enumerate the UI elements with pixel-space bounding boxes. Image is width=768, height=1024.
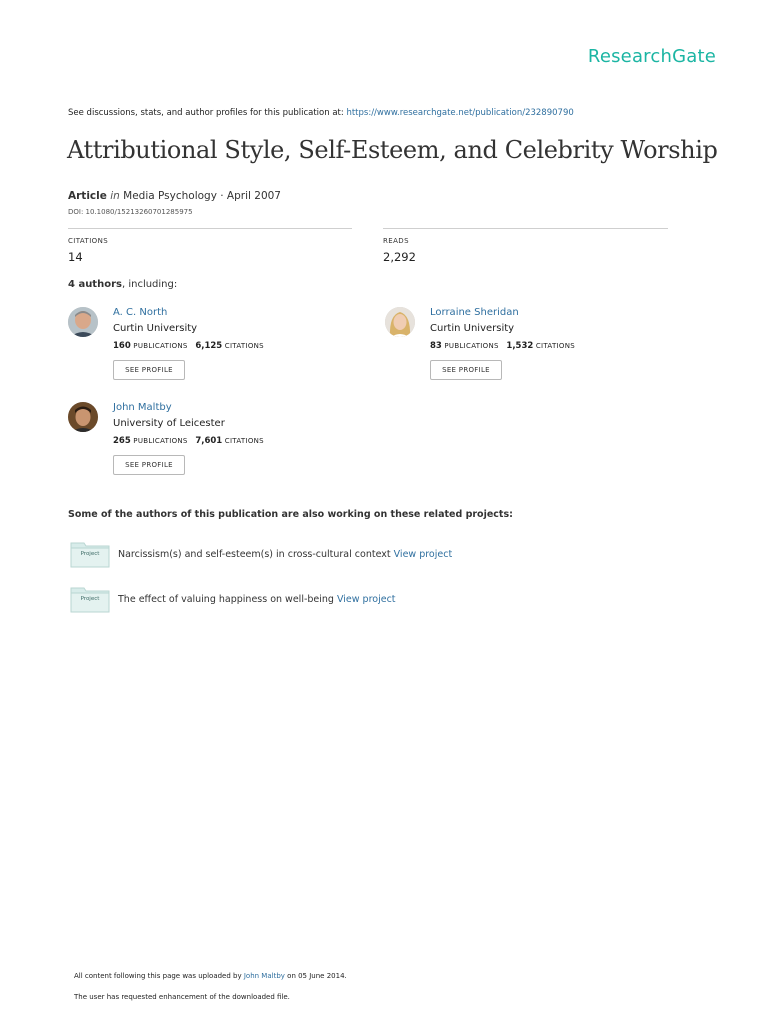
avatar-photo-icon <box>68 402 98 432</box>
upload-prefix: All content following this page was uploaded by <box>74 972 242 980</box>
publications-count: 83 <box>430 341 442 351</box>
researchgate-logo[interactable]: ResearchGate <box>587 46 716 67</box>
project-item-2 <box>118 594 396 605</box>
authors-count: 4 authors <box>68 279 122 290</box>
avatar-photo-icon <box>68 307 98 337</box>
author-institution-north: Curtin University <box>113 323 198 334</box>
enhancement-notice: The user has requested enhancement of the downloaded file. <box>74 993 290 1001</box>
author-institution-sheridan: Curtin University <box>430 323 515 334</box>
publications-count: 160 <box>113 341 131 351</box>
publications-label: PUBLICATIONS <box>133 342 188 350</box>
author-avatar-sheridan[interactable] <box>385 307 415 337</box>
author-stats-north <box>113 341 264 351</box>
citations-value: 14 <box>68 250 83 264</box>
author-stats-sheridan <box>430 341 575 351</box>
upload-suffix: on 05 June 2014. <box>287 972 347 980</box>
publications-label: PUBLICATIONS <box>133 437 188 445</box>
author-name-sheridan[interactable]: Lorraine Sheridan <box>430 307 519 318</box>
project-folder-icon <box>70 540 110 568</box>
publications-label: PUBLICATIONS <box>444 342 499 350</box>
meta-in-word: in <box>110 190 120 202</box>
author-citations-count: 1,532 <box>506 341 534 351</box>
reads-label: READS <box>383 237 409 245</box>
publication-title: Attributional Style, Self-Esteem, and Celebrity Worship <box>67 136 718 164</box>
see-profile-button-sheridan[interactable]: SEE PROFILE <box>430 360 502 380</box>
project-title: The effect of valuing happiness on well-being <box>118 594 334 605</box>
see-profile-button-north[interactable]: SEE PROFILE <box>113 360 185 380</box>
citations-label: CITATIONS <box>68 237 109 245</box>
author-citations-label: CITATIONS <box>224 437 264 445</box>
view-project-link[interactable]: View project <box>336 594 396 605</box>
author-name-maltby[interactable]: John Maltby <box>113 402 172 413</box>
project-folder-icon <box>70 585 110 613</box>
authors-heading <box>68 279 177 290</box>
doi: DOI: 10.1080/15213260701285975 <box>68 208 193 216</box>
uploader-link[interactable]: John Maltby <box>243 972 285 980</box>
publication-meta <box>68 190 281 202</box>
projects-heading: Some of the authors of this publication are also working on these related projects: <box>68 509 513 520</box>
author-avatar-maltby[interactable] <box>68 402 98 432</box>
publication-type: Article <box>68 190 107 202</box>
upload-notice <box>74 972 347 980</box>
author-citations-count: 6,125 <box>195 341 223 351</box>
author-name-north[interactable]: A. C. North <box>113 307 168 318</box>
author-citations-label: CITATIONS <box>224 342 264 350</box>
author-stats-maltby <box>113 436 264 446</box>
reads-value: 2,292 <box>383 250 416 264</box>
journal-date: Media Psychology · April 2007 <box>123 190 281 202</box>
project-title: Narcissism(s) and self-esteem(s) in cross-cultural context <box>118 549 391 560</box>
author-avatar-north[interactable] <box>68 307 98 337</box>
avatar-photo-icon <box>385 307 415 337</box>
see-profile-button-maltby[interactable]: SEE PROFILE <box>113 455 185 475</box>
publications-count: 265 <box>113 436 131 446</box>
divider-reads <box>383 228 668 229</box>
discussion-notice <box>68 108 574 118</box>
author-citations-count: 7,601 <box>195 436 223 446</box>
author-citations-label: CITATIONS <box>535 342 576 350</box>
view-project-link[interactable]: View project <box>393 549 453 560</box>
project-folder-label: Project <box>80 596 100 602</box>
project-folder-label: Project <box>80 551 100 557</box>
author-institution-maltby: University of Leicester <box>113 418 225 429</box>
divider-citations <box>68 228 352 229</box>
project-item-1 <box>118 549 452 560</box>
authors-heading-suffix: , including: <box>121 279 178 290</box>
discussion-text: See discussions, stats, and author profiles for this publication at: <box>68 108 344 118</box>
publication-url-link[interactable]: https://www.researchgate.net/publication/232890790 <box>346 108 574 118</box>
